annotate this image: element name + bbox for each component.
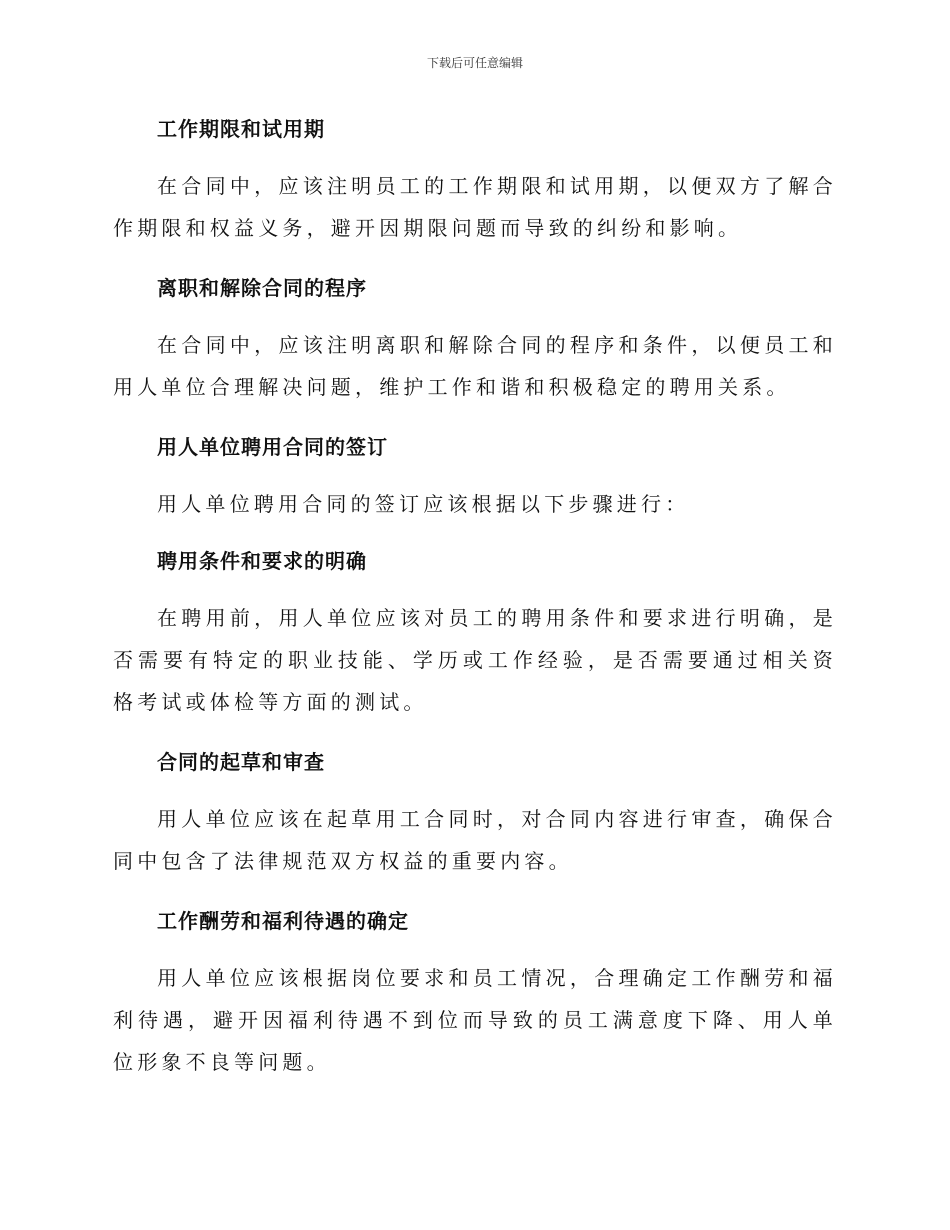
document-body <box>113 108 837 1083</box>
section-paragraph: 在合同中，应该注明离职和解除合同的程序和条件，以便员工和用人单位合理解决问题，维护工作和谐和积极稳定的聘用关系。 <box>113 333 837 399</box>
section-heading: 聘用条件和要求的明确 <box>157 549 367 573</box>
section-heading: 合同的起草和审查 <box>157 750 325 774</box>
section-paragraph: 在合同中，应该注明员工的工作期限和试用期，以便双方了解合作期限和权益义务，避开因期限问题而导致的纠纷和影响。 <box>113 174 837 240</box>
section-paragraph: 用人单位聘用合同的签订应该根据以下步骤进行： <box>157 492 690 516</box>
section-heading: 离职和解除合同的程序 <box>157 276 367 300</box>
section-paragraph: 在聘用前，用人单位应该对员工的聘用条件和要求进行明确，是否需要有特定的职业技能、学历或工作经验，是否需要通过相关资格考试或体检等方面的测试。 <box>113 606 837 714</box>
section-heading: 工作期限和试用期 <box>157 117 325 141</box>
section-heading: 工作酬劳和福利待遇的确定 <box>157 909 409 933</box>
page-header-note: 下载后可任意编辑 <box>426 56 523 70</box>
section-paragraph: 用人单位应该根据岗位要求和员工情况，合理确定工作酬劳和福利待遇，避开因福利待遇不到位而导致的员工满意度下降、用人单位形象不良等问题。 <box>113 966 837 1074</box>
section-paragraph: 用人单位应该在起草用工合同时，对合同内容进行审查，确保合同中包含了法律规范双方权益的重要内容。 <box>113 807 837 873</box>
section-heading: 用人单位聘用合同的签订 <box>157 435 388 459</box>
